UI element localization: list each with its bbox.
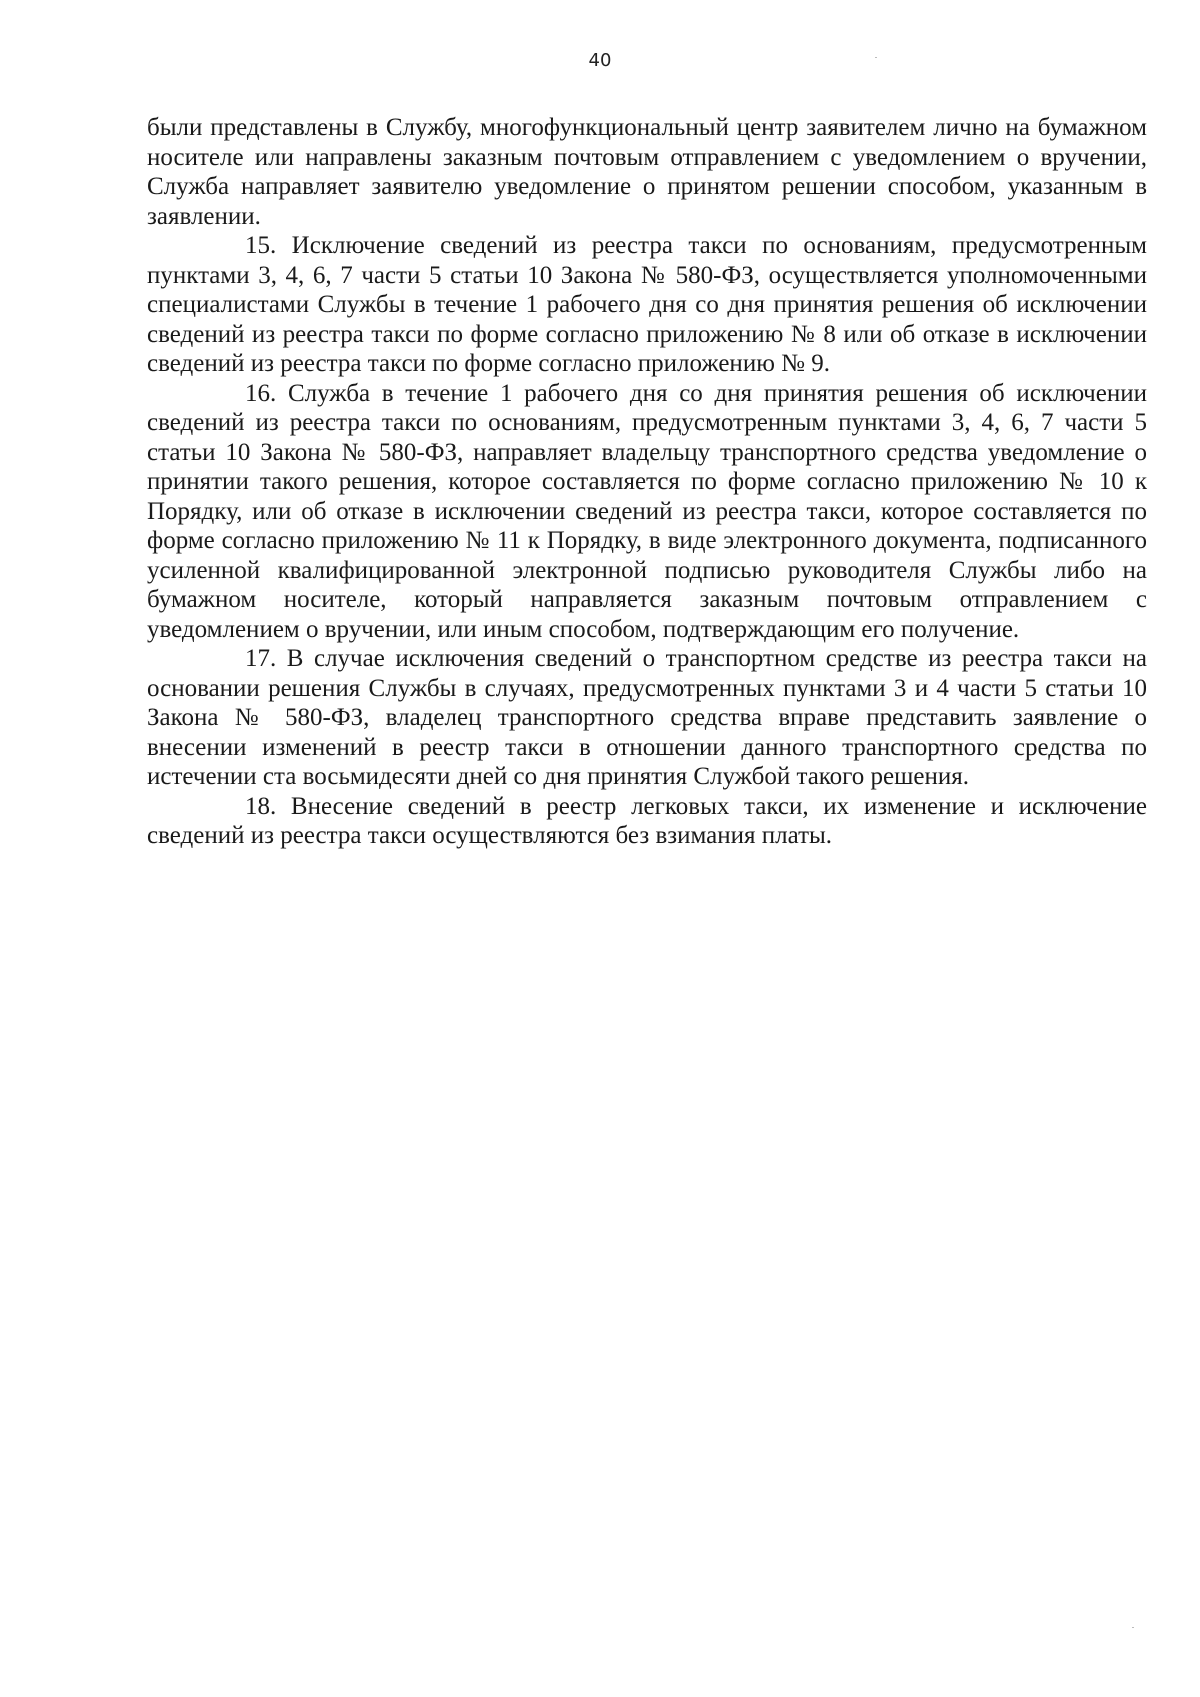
page-number: 40 [588, 50, 612, 71]
paragraph-15: 15. Исключение сведений из реестра такси по основаниям, предусмотренным пунктами 3, 4, 6, 7 части 5 статьи 10 Закона № 580-ФЗ, осуществляется уполномоченными специалистами Службы в течение 1 рабочего дня со дня принятия решения об исключении сведений из реестра такси по форме согласно приложению № 8 или об отказе в исключении сведений из реестра такси по форме согласно приложению № 9. [147, 232, 1147, 377]
paragraph-18: 18. Внесение сведений в реестр легковых такси, их изменение и исключение сведений из реестра такси осуществляются без взимания платы. [147, 792, 1147, 849]
document-body [147, 113, 1147, 851]
scan-speck [1132, 1627, 1134, 1628]
paragraph-continuation: были представлены в Службу, многофункциональный центр заявителем лично на бумажном носителе или направлены заказным почтовым отправлением с уведомлением о вручении, Служба направляет заявителю уведомление о принятом решении способом, указанным в заявлении. [147, 114, 1147, 230]
paragraph-17: 17. В случае исключения сведений о транспортном средстве из реестра такси на основании решения Службы в случаях, предусмотренных пунктами 3 и 4 части 5 статьи 10 Закона № 580-ФЗ, владелец транспортного средства вправе представить заявление о внесении изменений в реестр такси в отношении данного транспортного средства по истечении ста восьмидесяти дней со дня принятия Службой такого решения. [147, 645, 1147, 790]
scan-speck [875, 57, 877, 58]
paragraph-16: 16. Служба в течение 1 рабочего дня со дня принятия решения об исключении сведений из реестра такси по основаниям, предусмотренным пунктами 3, 4, 6, 7 части 5 статьи 10 Закона № 580-ФЗ, направляет владельцу транспортного средства уведомление о принятии такого решения, которое составляется по форме согласно приложению № 10 к Порядку, или об отказе в исключении сведений из реестра такси, которое составляется по форме согласно приложению № 11 к Порядку, в виде электронного документа, подписанного усиленной квалифицированной электронной подписью руководителя Службы либо на бумажном носителе, который направляется заказным почтовым отправлением с уведомлением о вручении, или иным способом, подтверждающим его получение. [147, 379, 1147, 643]
